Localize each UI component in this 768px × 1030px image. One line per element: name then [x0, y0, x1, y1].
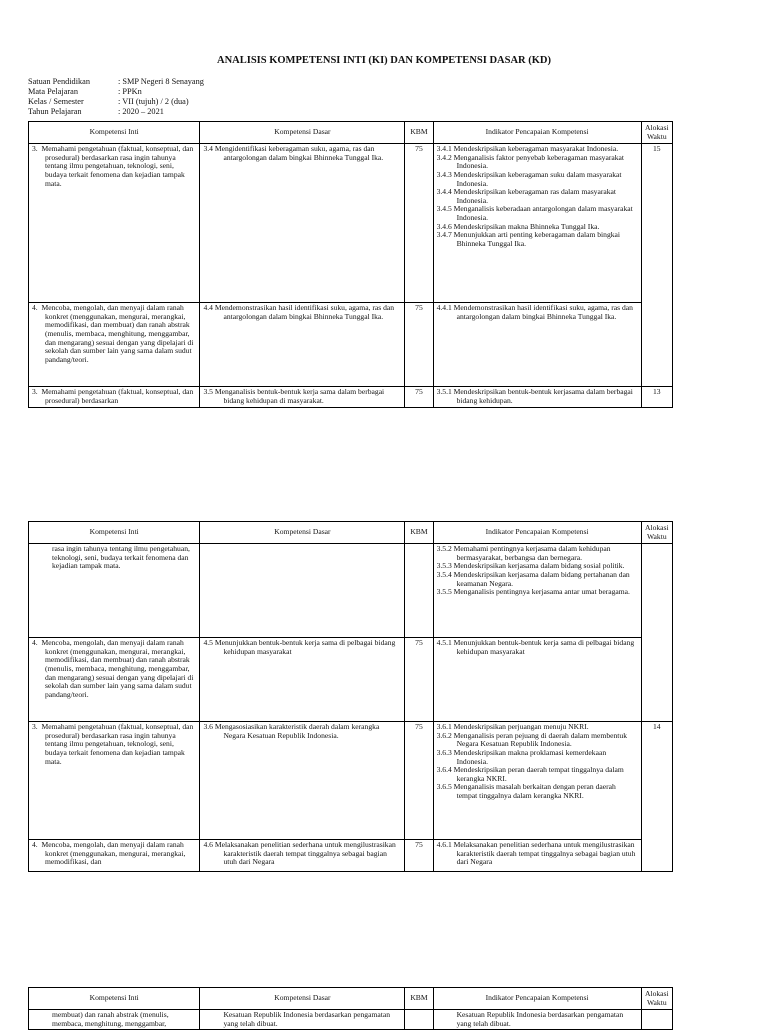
ipk-item: 3.5.4 Mendeskripsikan kerjasama dalam bidang pertahanan dan keamanan Negara. [436, 569, 630, 588]
ipk-item: 3.5.5 Menganalisis pentingnya kerjasama antar umat beragama. [436, 587, 630, 597]
kd-4-5: 4.5 Menunjukkan bentuk-bentuk kerja sama di pelbagai bidang kehidupan masyarakat [203, 638, 396, 656]
header-indikator: Indikator Pencapaian Kompetensi [433, 988, 641, 1010]
meta-value: : 2020 – 2021 [118, 107, 164, 116]
table-row [29, 144, 673, 303]
ki3-text: Memahami pengetahuan (faktual, konseptual, dan prosedural) berdasarkan rasa ingin tahunya tentang ilmu pengetahuan, teknologi, seni, budaya terkait fenomena dan kejadian tampak mata. [41, 722, 194, 766]
kd-3-6: 3.6 Mengasosiasikan karakteristik daerah dalam kerangka Negara Kesatuan Republik Indonesia. [203, 722, 380, 740]
page-title: ANALISIS KOMPETENSI INTI (KI) DAN KOMPETENSI DASAR (KD) [216, 55, 551, 66]
kd-4-6: 4.6 Melaksanakan penelitian sederhana untuk mengilustrasikan karakteristik daerah tempat tinggalnya sebagai bagian utuh dari Negara [203, 840, 396, 867]
header-kompetensi-dasar: Kompetensi Dasar [200, 988, 405, 1010]
table-row [29, 303, 673, 387]
ki3-text-partial: Memahami pengetahuan (faktual, konseptual, dan prosedural) berdasarkan [41, 387, 194, 405]
meta-label: Tahun Pelajaran [28, 107, 82, 116]
meta-row [28, 107, 204, 117]
ipk-item: 3.4.5 Menganalisis keberadaan antargolongan dalam masyarakat Indonesia. [436, 204, 633, 222]
alokasi-cell: 13 [641, 387, 672, 408]
ipk-item: 3.4.6 Mendeskripsikan makna Bhinneka Tunggal Ika. [436, 221, 600, 231]
ipk-3-5-cell [433, 544, 641, 638]
table-row [29, 544, 673, 638]
ipk-item: 3.4.4 Mendeskripsikan keberagaman ras dalam masyarakat Indonesia. [436, 187, 617, 205]
kd-3-4: 3.4 Mengidentifikasi keberagaman suku, agama, ras dan antargolongan dalam bingkai Bhinneka Tunggal Ika. [203, 144, 384, 162]
table-row [29, 722, 673, 840]
ki3-number: 3. [32, 387, 38, 397]
header-waktu-line: Waktu [646, 531, 667, 541]
ipk-item: 3.6.5 Menganalisis masalah berkaitan dengan peran daerah tempat tinggalnya dalam kerangka NKRI. [436, 782, 616, 800]
ipk-item: 3.5.3 Mendeskripsikan kerjasama dalam bidang sosial politik. [436, 561, 625, 571]
header-waktu-line: Waktu [646, 131, 667, 141]
ipk-item: 3.4.2 Menganalisis faktor penyebab keberagaman masyarakat Indonesia. [436, 152, 625, 171]
kd-4-6-continued-cell [200, 1010, 405, 1030]
header-kbm: KBM [405, 122, 433, 144]
ipk-item: 4.4.1 Mendemonstrasikan hasil identifikasi suku, agama, ras dan antargolongan dalam bingkai Bhinneka Tunggal Ika. [436, 303, 633, 321]
ki3-text: Memahami pengetahuan (faktual, konseptual, dan prosedural) berdasarkan rasa ingin tahunya tentang ilmu pengetahuan, teknologi, seni, budaya terkait fenomena dan kejadian tampak mata. [41, 144, 194, 188]
ki3-text-continued: rasa ingin tahunya tentang ilmu pengetahuan, teknologi, seni, budaya terkait fenomena dan kejadian tampak mata. [52, 544, 190, 571]
ipk-4-6-cell [433, 840, 641, 872]
table-header-row [29, 988, 673, 1010]
ki4-cell [29, 840, 200, 872]
kd-4-5-cell [200, 638, 405, 722]
meta-row [28, 87, 204, 97]
alokasi-empty-cell [641, 544, 672, 722]
header-waktu-line: Waktu [646, 997, 667, 1007]
header-kompetensi-dasar: Kompetensi Dasar [200, 122, 405, 144]
kd-4-6-cell [200, 840, 405, 872]
ipk-item: 3.5.1 Mendeskripsikan bentuk-bentuk kerjasama dalam berbagai bidang kehidupan. [436, 387, 633, 405]
kbm-cell: 75 [405, 638, 433, 722]
ipk-item: 3.6.3 Mendeskripsikan makna proklamasi kemerdekaan Indonesia. [436, 747, 607, 766]
meta-value: : SMP Negeri 8 Senayang [118, 77, 204, 86]
ipk-item: 3.6.2 Menganalisis peran pejuang di daerah dalam membentuk Negara Kesatuan Republik Indonesia. [436, 730, 627, 749]
ipk-3-6-cell [433, 722, 641, 840]
ki4-number: 4. [32, 638, 38, 648]
ipk-4-4-cell [433, 303, 641, 387]
ki3-cell [29, 387, 200, 408]
header-alokasi-line: Alokasi [644, 523, 669, 532]
ipk-item: 4.6.1 Melaksanakan penelitian sederhana untuk mengilustrasikan karakteristik daerah tempat tinggalnya sebagai bagian utuh dari Negara [436, 840, 636, 867]
meta-label: Kelas / Semester [28, 97, 84, 106]
kbm-cell: 75 [405, 387, 433, 408]
kd-3-6-cell [200, 722, 405, 840]
header-kbm: KBM [405, 522, 433, 544]
header-alokasi-waktu [641, 122, 672, 144]
ki4-cell [29, 303, 200, 387]
ki3-cell [29, 144, 200, 303]
kd-3-5-cell [200, 387, 405, 408]
kd-3-4-cell [200, 144, 405, 303]
kd-4-4-cell [200, 303, 405, 387]
meta-value: : VII (tujuh) / 2 (dua) [118, 97, 189, 106]
header-indikator: Indikator Pencapaian Kompetensi [433, 122, 641, 144]
header-indikator: Indikator Pencapaian Kompetensi [433, 522, 641, 544]
kbm-cell: 75 [405, 840, 433, 872]
header-alokasi-waktu [641, 988, 672, 1010]
header-alokasi-waktu [641, 522, 672, 544]
alokasi-empty-cell [641, 1010, 672, 1030]
table-header-row [29, 522, 673, 544]
table-row [29, 387, 673, 408]
ki3-cell [29, 722, 200, 840]
ki4-text: Mencoba, mengolah, dan menyaji dalam ranah konkret (menggunakan, mengurai, merangkai, memodifikasi, dan membuat) dan ranah abstrak (menulis, membaca, menghitung, menggambar, dan mengarang) sesuai dengan yang dipelajari di sekolah dan sumber lain yang sama dalam sudut pandang/teori. [41, 303, 194, 364]
ipk-item: 3.5.2 Memahami pentingnya kerjasama dalam kehidupan bermasyarakat, berbangsa dan bernegara. [436, 544, 611, 562]
header-kompetensi-dasar: Kompetensi Dasar [200, 522, 405, 544]
ki4-text: Mencoba, mengolah, dan menyaji dalam ranah konkret (menggunakan, mengurai, merangkai, memodifikasi, dan membuat) dan ranah abstrak (menulis, membaca, menghitung, menggambar, dan mengarang) sesuai dengan yang dipelajari di sekolah dan sumber lain yang sama dalam sudut pandang/teori. [41, 638, 194, 699]
ipk-item: 3.6.4 Mendeskripsikan peran daerah tempat tinggalnya dalam kerangka NKRI. [436, 765, 624, 783]
ki4-number: 4. [32, 840, 38, 850]
kbm-empty-cell [405, 544, 433, 638]
ki4-continued-cell [29, 1010, 200, 1030]
kd-empty-cell [200, 544, 405, 638]
header-kompetensi-inti: Kompetensi Inti [29, 988, 200, 1010]
meta-row [28, 77, 204, 87]
kd-4-4: 4.4 Mendemonstrasikan hasil identifikasi suku, agama, ras dan antargolongan dalam bingkai Bhinneka Tunggal Ika. [203, 303, 395, 321]
ipk-4-6-continued: Kesatuan Republik Indonesia berdasarkan pengamatan yang telah dibuat. [456, 1010, 624, 1028]
header-kompetensi-inti: Kompetensi Inti [29, 122, 200, 144]
ki4-number: 4. [32, 303, 38, 313]
kd-4-6-continued: Kesatuan Republik Indonesia berdasarkan pengamatan yang telah dibuat. [223, 1010, 391, 1028]
ipk-4-6-continued-cell [433, 1010, 641, 1030]
ipk-item: 3.4.1 Mendeskripsikan keberagaman masyarakat Indonesia. [436, 144, 619, 154]
ki3-number: 3. [32, 144, 38, 154]
kbm-cell: 75 [405, 722, 433, 840]
ipk-3-4-cell [433, 144, 641, 303]
ipk-item: 3.6.1 Mendeskripsikan perjuangan menuju NKRI. [436, 722, 589, 732]
kd-3-5: 3.5 Menganalisis bentuk-bentuk kerja sama dalam berbagai bidang kehidupan di masyarakat. [203, 387, 385, 405]
kbm-cell: 75 [405, 144, 433, 303]
ki3-continued-cell [29, 544, 200, 638]
ki4-text-continued: membuat) dan ranah abstrak (menulis, membaca, menghitung, menggambar, [52, 1010, 169, 1028]
ipk-4-5-cell [433, 638, 641, 722]
alokasi-cell: 14 [641, 722, 672, 872]
alokasi-cell: 15 [641, 144, 672, 387]
document-meta [28, 77, 204, 117]
ipk-3-5-1-cell [433, 387, 641, 408]
meta-label: Satuan Pendidikan [28, 77, 90, 86]
header-kbm: KBM [405, 988, 433, 1010]
table-row [29, 638, 673, 722]
competency-table-page-2 [28, 521, 673, 872]
header-alokasi-line: Alokasi [644, 123, 669, 132]
meta-value: : PPKn [118, 87, 142, 96]
header-alokasi-line: Alokasi [644, 989, 669, 998]
table-row [29, 840, 673, 872]
kbm-cell: 75 [405, 303, 433, 387]
header-kompetensi-inti: Kompetensi Inti [29, 522, 200, 544]
ipk-item: 3.4.3 Mendeskripsikan keberagaman suku dalam masyarakat Indonesia. [436, 169, 622, 188]
table-header-row [29, 122, 673, 144]
table-row [29, 1010, 673, 1030]
ki3-number: 3. [32, 722, 38, 732]
ipk-item: 3.4.7 Menunjukkan arti penting keberagaman dalam bingkai Bhinneka Tunggal Ika. [436, 230, 621, 248]
competency-table-page-1 [28, 121, 673, 408]
ipk-item: 4.5.1 Menunjukkan bentuk-bentuk kerja sama di pelbagai bidang kehidupan masyarakat [436, 638, 635, 656]
ki4-cell [29, 638, 200, 722]
ki4-text-partial: Mencoba, mengolah, dan menyaji dalam ranah konkret (menggunakan, mengurai, merangkai, memodifikasi, dan [41, 840, 186, 867]
meta-label: Mata Pelajaran [28, 87, 78, 96]
kbm-empty-cell [405, 1010, 433, 1030]
meta-row [28, 97, 204, 107]
